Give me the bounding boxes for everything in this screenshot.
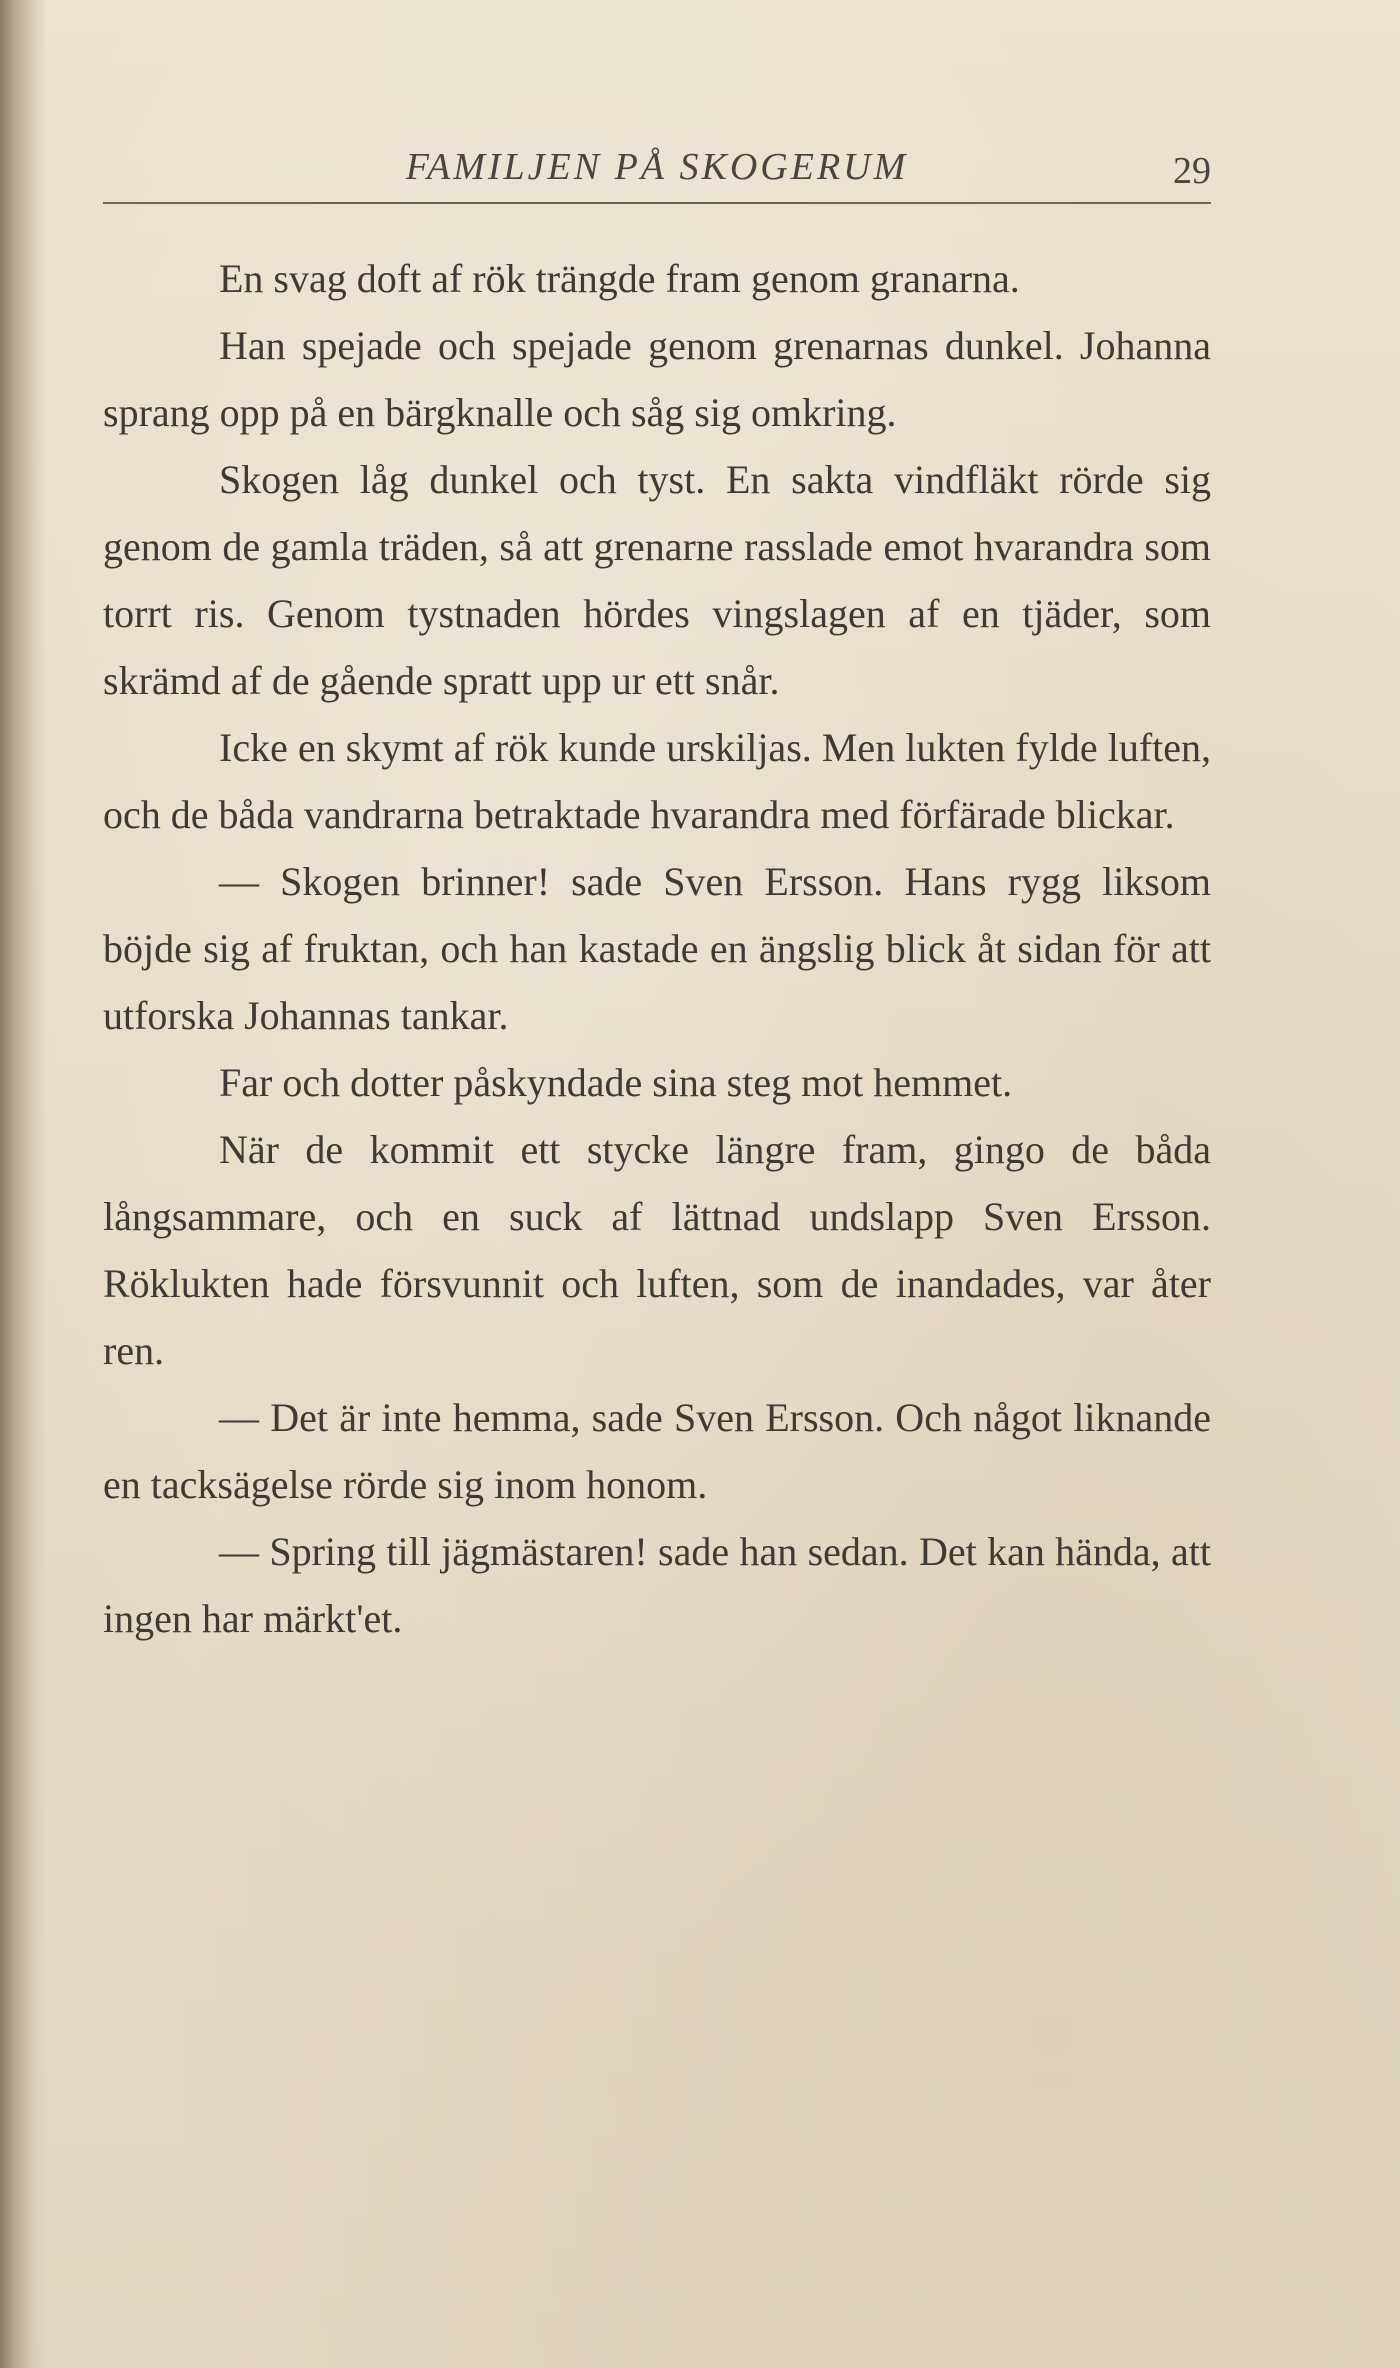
spine-shadow xyxy=(0,0,46,2368)
paragraph: Icke en skymt af rök kunde urskiljas. Men lukten fylde luften, och de båda vandrarna betraktade hvarandra med förfärade blickar. xyxy=(103,725,1211,837)
header-rule xyxy=(103,202,1211,204)
paragraph: Han spejade och spejade genom grenarnas dunkel. Johanna sprang opp på en bärgknalle och såg sig omkring. xyxy=(103,323,1211,435)
paragraph: Skogen låg dunkel och tyst. En sakta vindfläkt rörde sig genom de gamla träden, så att grenarne rasslade emot hvarandra som torrt ris. Genom tystnaden hördes vingslagen af en tjäder, som skrämd af de gående spratt upp ur ett snår. xyxy=(103,457,1211,703)
running-title: FAMILJEN PÅ SKOGERUM xyxy=(405,146,909,188)
paragraph: — Skogen brinner! sade Sven Ersson. Hans rygg liksom böjde sig af fruktan, och han kastade en ängslig blick åt sidan för att utforska Johannas tankar. xyxy=(103,859,1211,1038)
page-number: 29 xyxy=(1173,150,1211,192)
paragraph: — Spring till jägmästaren! sade han sedan. Det kan hända, att ingen har märkt'et. xyxy=(103,1529,1211,1641)
paragraph: — Det är inte hemma, sade Sven Ersson. Och något liknande en tacksägelse rörde sig inom honom. xyxy=(103,1395,1211,1507)
paragraph: Far och dotter påskyndade sina steg mot hemmet. xyxy=(219,1060,1013,1105)
running-head xyxy=(103,145,1211,205)
paragraph: När de kommit ett stycke längre fram, gingo de båda långsammare, och en suck af lättnad undslapp Sven Ersson. Röklukten hade försvunnit och luften, som de inandades, var åter ren. xyxy=(103,1127,1211,1373)
paragraph: En svag doft af rök trängde fram genom granarna. xyxy=(219,256,1020,301)
body-text xyxy=(103,245,1211,1652)
